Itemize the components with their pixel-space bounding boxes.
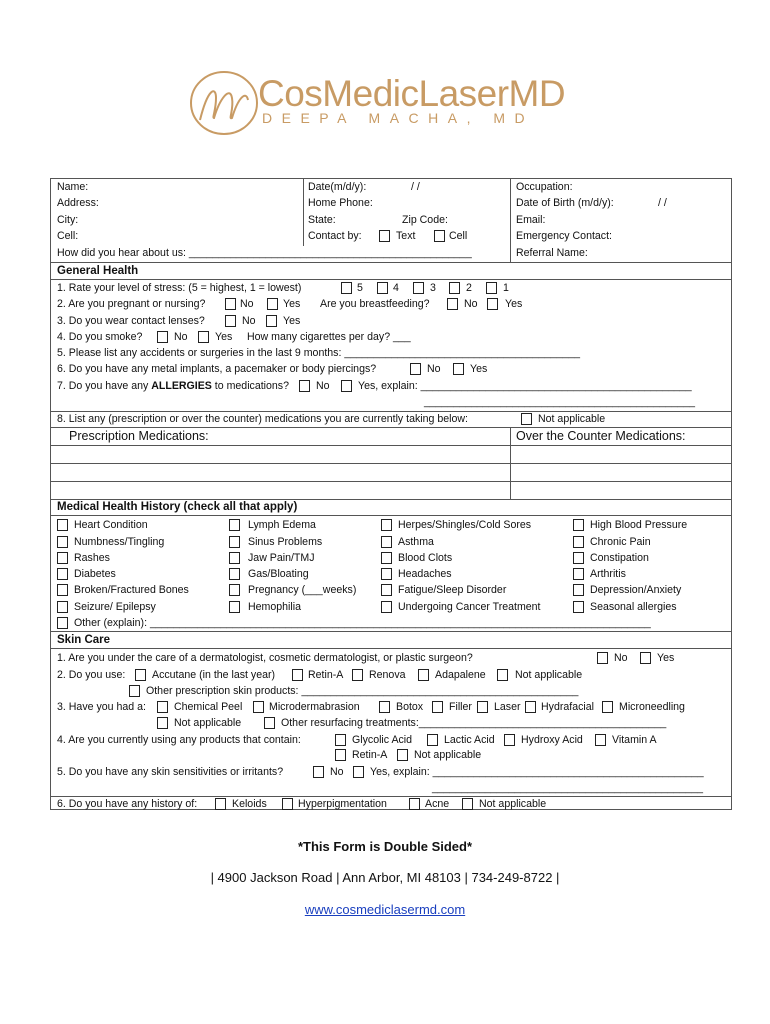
- filler-checkbox[interactable]: [432, 701, 443, 713]
- history-col4-4-checkbox[interactable]: [573, 584, 584, 596]
- history-of-na-checkbox[interactable]: [462, 798, 473, 810]
- history-col3-4-checkbox[interactable]: [381, 584, 392, 596]
- contacts-yes-checkbox[interactable]: [266, 315, 277, 327]
- sensitivities-yes-checkbox[interactable]: [353, 766, 364, 778]
- stress-5-checkbox[interactable]: [341, 282, 352, 294]
- contact-cell-checkbox[interactable]: [434, 230, 445, 242]
- microneedling-checkbox[interactable]: [602, 701, 613, 713]
- history-condition-label: Jaw Pain/TMJ: [248, 552, 315, 564]
- breastfeeding-yes-checkbox[interactable]: [487, 298, 498, 310]
- history-col1-2-checkbox[interactable]: [57, 552, 68, 564]
- cell-label: Cell:: [57, 230, 79, 242]
- medications-na-checkbox[interactable]: [521, 413, 532, 425]
- stress-1-label: 1: [503, 282, 509, 294]
- botox-checkbox[interactable]: [379, 701, 390, 713]
- history-col3-3-checkbox[interactable]: [381, 568, 392, 580]
- home-phone-label: Home Phone:: [308, 197, 373, 209]
- skin-care-title: Skin Care: [57, 634, 111, 646]
- history-col1-4-checkbox[interactable]: [57, 584, 68, 596]
- history-condition-label: Sinus Problems: [248, 536, 323, 548]
- dob-label: Date of Birth (m/d/y):: [516, 197, 614, 209]
- glycolic-label: Glycolic Acid: [352, 734, 413, 746]
- adapalene-checkbox[interactable]: [418, 669, 429, 681]
- logo-doctor: DEEPA MACHA, MD: [262, 110, 535, 126]
- botox-label: Botox: [396, 701, 424, 713]
- clinic-address: | 4900 Jackson Road | Ann Arbor, MI 48103 | 734-249-8722 |: [210, 870, 560, 885]
- stress-5-label: 5: [357, 282, 363, 294]
- accutane-label: Accutane (in the last year): [152, 669, 276, 681]
- smoke-no-checkbox[interactable]: [157, 331, 168, 343]
- use-question: 2. Do you use:: [57, 669, 126, 681]
- allergies-q-part3: to medications?: [211, 380, 290, 392]
- referral-label: Referral Name:: [516, 247, 588, 259]
- products-question: 4. Are you currently using any products that contain:: [57, 734, 301, 746]
- dermatologist-yes-label: Yes: [657, 652, 675, 664]
- history-of-na-label: Not applicable: [479, 798, 547, 810]
- history-condition-label: Undergoing Cancer Treatment: [398, 601, 541, 613]
- other-rx-checkbox[interactable]: [129, 685, 140, 697]
- sensitivities-question: 5. Do you have any skin sensitivities or irritants?: [57, 766, 284, 778]
- history-condition-label: Asthma: [398, 536, 434, 548]
- zip-label: Zip Code:: [402, 214, 448, 226]
- history-col1-1-checkbox[interactable]: [57, 536, 68, 548]
- history-other-label: Other (explain): _____________________________________________________________________________________: [74, 617, 651, 629]
- date-slashes: / /: [411, 181, 420, 193]
- keloids-checkbox[interactable]: [215, 798, 226, 810]
- history-condition-label: Depression/Anxiety: [590, 584, 682, 596]
- microderm-checkbox[interactable]: [253, 701, 264, 713]
- smoke-yes-label: Yes: [215, 331, 233, 343]
- history-col4-1-checkbox[interactable]: [573, 536, 584, 548]
- hydrafacial-label: Hydrafacial: [541, 701, 594, 713]
- pregnant-yes-label: Yes: [283, 298, 301, 310]
- history-condition-label: Headaches: [398, 568, 452, 580]
- allergies-no-checkbox[interactable]: [299, 380, 310, 392]
- filler-label: Filler: [449, 701, 472, 713]
- microneedling-label: Microneedling: [619, 701, 685, 713]
- laser-checkbox[interactable]: [477, 701, 488, 713]
- contacts-no-label: No: [242, 315, 256, 327]
- history-condition-label: High Blood Pressure: [590, 519, 688, 531]
- emergency-contact-label: Emergency Contact:: [516, 230, 612, 242]
- use-na-label: Not applicable: [515, 669, 583, 681]
- history-condition-label: Blood Clots: [398, 552, 453, 564]
- pregnant-no-checkbox[interactable]: [225, 298, 236, 310]
- renova-checkbox[interactable]: [352, 669, 363, 681]
- history-col3-2-checkbox[interactable]: [381, 552, 392, 564]
- allergies-yes-checkbox[interactable]: [341, 380, 352, 392]
- hydroxy-checkbox[interactable]: [504, 734, 515, 746]
- microderm-label: Microdermabrasion: [269, 701, 360, 713]
- history-condition-label: Herpes/Shingles/Cold Sores: [398, 519, 532, 531]
- lactic-label: Lactic Acid: [444, 734, 495, 746]
- implants-no-checkbox[interactable]: [410, 363, 421, 375]
- breastfeeding-question: Are you breastfeeding?: [320, 298, 430, 310]
- other-resurfacing-label: Other resurfacing treatments:__________________________________________: [281, 717, 667, 729]
- had-na-checkbox[interactable]: [157, 717, 168, 729]
- other-rx-label: Other prescription skin products: _______________________________________________: [146, 685, 579, 697]
- medical-history-title: Medical Health History (check all that apply): [57, 501, 298, 513]
- contact-text-checkbox[interactable]: [379, 230, 390, 242]
- accidents-question: 5. Please list any accidents or surgeries in the last 9 months: ________________________________________: [57, 347, 581, 359]
- implants-question: 6. Do you have any metal implants, a pacemaker or body piercings?: [57, 363, 377, 375]
- allergies-explain-line: ______________________________________________: [424, 396, 696, 408]
- history-condition-label: Pregnancy (___weeks): [248, 584, 357, 596]
- hear-about-label: How did you hear about us: ________________________________________________: [57, 247, 472, 259]
- address-label: Address:: [57, 197, 99, 209]
- history-condition-label: Fatigue/Sleep Disorder: [398, 584, 507, 596]
- allergies-q-part1: 7. Do you have any: [57, 380, 152, 392]
- contact-text-label: Text: [396, 230, 416, 242]
- lactic-checkbox[interactable]: [427, 734, 438, 746]
- contacts-question: 3. Do you wear contact lenses?: [57, 315, 205, 327]
- history-col4-5-checkbox[interactable]: [573, 601, 584, 613]
- products-retin-a-label: Retin-A: [352, 749, 388, 761]
- stress-4-checkbox[interactable]: [377, 282, 388, 294]
- history-condition-label: Arthritis: [590, 568, 626, 580]
- occupation-label: Occupation:: [516, 181, 573, 193]
- stress-2-label: 2: [466, 282, 472, 294]
- otc-meds-field[interactable]: [511, 446, 731, 498]
- history-col2-3-checkbox[interactable]: [229, 568, 240, 580]
- dermatologist-no-checkbox[interactable]: [597, 652, 608, 664]
- adapalene-label: Adapalene: [435, 669, 486, 681]
- pregnant-question: 2. Are you pregnant or nursing?: [57, 298, 206, 310]
- vitamin-a-label: Vitamin A: [612, 734, 657, 746]
- logo-brand: CosMedicLaserMD: [258, 73, 566, 114]
- history-col2-0-checkbox[interactable]: [229, 519, 240, 531]
- sensitivities-explain-line: ______________________________________________: [432, 782, 704, 794]
- stress-1-checkbox[interactable]: [486, 282, 497, 294]
- history-col2-5-checkbox[interactable]: [229, 601, 240, 613]
- logo-emblem: [186, 68, 262, 138]
- products-na-label: Not applicable: [414, 749, 482, 761]
- history-condition-label: Seasonal allergies: [590, 601, 677, 613]
- history-condition-label: Broken/Fractured Bones: [74, 584, 189, 596]
- history-col1-0-checkbox[interactable]: [57, 519, 68, 531]
- contacts-yes-label: Yes: [283, 315, 301, 327]
- history-condition-label: Hemophilia: [248, 601, 301, 613]
- chemical-peel-label: Chemical Peel: [174, 701, 243, 713]
- had-question: 3. Have you had a:: [57, 701, 146, 713]
- pregnant-no-label: No: [240, 298, 254, 310]
- implants-yes-label: Yes: [470, 363, 488, 375]
- stress-4-label: 4: [393, 282, 399, 294]
- smoke-question: 4. Do you smoke?: [57, 331, 143, 343]
- contact-by-label: Contact by:: [308, 230, 362, 242]
- sensitivities-yes-explain: Yes, explain: ______________________________________________: [370, 766, 704, 778]
- chemical-peel-checkbox[interactable]: [157, 701, 168, 713]
- history-condition-label: Chronic Pain: [590, 536, 651, 548]
- history-condition-label: Constipation: [590, 552, 649, 564]
- history-col1-5-checkbox[interactable]: [57, 601, 68, 613]
- history-of-question: 6. Do you have any history of:: [57, 798, 198, 810]
- stress-2-checkbox[interactable]: [449, 282, 460, 294]
- breastfeeding-no-label: No: [464, 298, 478, 310]
- history-col4-0-checkbox[interactable]: [573, 519, 584, 531]
- glycolic-checkbox[interactable]: [335, 734, 346, 746]
- allergies-q-part2: ALLERGIES: [151, 380, 212, 392]
- history-condition-label: Numbness/Tingling: [74, 536, 165, 548]
- sensitivities-no-checkbox[interactable]: [313, 766, 324, 778]
- city-label: City:: [57, 214, 79, 226]
- cigarettes-question: How many cigarettes per day? ___: [247, 331, 411, 343]
- prescription-meds-field[interactable]: [51, 446, 509, 498]
- pregnant-yes-checkbox[interactable]: [267, 298, 278, 310]
- history-col3-1-checkbox[interactable]: [381, 536, 392, 548]
- products-retin-a-checkbox[interactable]: [335, 749, 346, 761]
- breastfeeding-no-checkbox[interactable]: [447, 298, 458, 310]
- vitamin-a-checkbox[interactable]: [595, 734, 606, 746]
- history-condition-label: Seizure/ Epilepsy: [74, 601, 156, 613]
- had-na-label: Not applicable: [174, 717, 242, 729]
- hyperpigmentation-label: Hyperpigmentation: [298, 798, 387, 810]
- laser-label: Laser: [494, 701, 521, 713]
- contact-cell-label: Cell: [449, 230, 468, 242]
- history-other-checkbox[interactable]: [57, 617, 68, 629]
- keloids-label: Keloids: [232, 798, 267, 810]
- website-link[interactable]: www.cosmediclasermd.com: [304, 902, 466, 917]
- double-sided-note: *This Form is Double Sided*: [297, 839, 473, 854]
- history-col3-0-checkbox[interactable]: [381, 519, 392, 531]
- allergies-yes-explain: Yes, explain: ______________________________________________: [358, 380, 692, 392]
- history-col2-2-checkbox[interactable]: [229, 552, 240, 564]
- dermatologist-no-label: No: [614, 652, 628, 664]
- implants-yes-checkbox[interactable]: [453, 363, 464, 375]
- history-condition-label: Diabetes: [74, 568, 116, 580]
- hydrafacial-checkbox[interactable]: [525, 701, 536, 713]
- hydroxy-label: Hydroxy Acid: [521, 734, 583, 746]
- stress-3-label: 3: [430, 282, 436, 294]
- implants-no-label: No: [427, 363, 441, 375]
- retin-a-label: Retin-A: [308, 669, 344, 681]
- history-col1-3-checkbox[interactable]: [57, 568, 68, 580]
- hyperpigmentation-checkbox[interactable]: [282, 798, 293, 810]
- contacts-no-checkbox[interactable]: [225, 315, 236, 327]
- state-label: State:: [308, 214, 336, 226]
- history-condition-label: Gas/Bloating: [248, 568, 309, 580]
- history-col2-1-checkbox[interactable]: [229, 536, 240, 548]
- history-condition-label: Rashes: [74, 552, 110, 564]
- sensitivities-no-label: No: [330, 766, 344, 778]
- retin-a-checkbox[interactable]: [292, 669, 303, 681]
- prescription-meds-header: Prescription Medications:: [69, 429, 209, 443]
- acne-label: Acne: [425, 798, 450, 810]
- history-condition-label: Heart Condition: [74, 519, 148, 531]
- smoke-yes-checkbox[interactable]: [198, 331, 209, 343]
- acne-checkbox[interactable]: [409, 798, 420, 810]
- dob-slashes: / /: [658, 197, 667, 209]
- use-na-checkbox[interactable]: [497, 669, 508, 681]
- history-condition-label: Lymph Edema: [248, 519, 316, 531]
- other-resurfacing-checkbox[interactable]: [264, 717, 275, 729]
- stress-question: 1. Rate your level of stress: (5 = highest, 1 = lowest): [57, 282, 302, 294]
- stress-3-checkbox[interactable]: [413, 282, 424, 294]
- dermatologist-question: 1. Are you under the care of a dermatologist, cosmetic dermatologist, or plastic surgeon?: [57, 652, 473, 664]
- otc-meds-header: Over the Counter Medications:: [516, 429, 686, 443]
- allergies-no-label: No: [316, 380, 330, 392]
- history-col2-4-checkbox[interactable]: [229, 584, 240, 596]
- renova-label: Renova: [369, 669, 406, 681]
- date-label: Date(m/d/y):: [308, 181, 367, 193]
- allergies-question: [57, 380, 289, 393]
- name-label: Name:: [57, 181, 89, 193]
- smoke-no-label: No: [174, 331, 188, 343]
- email-label: Email:: [516, 214, 546, 226]
- general-health-title: General Health: [57, 265, 139, 277]
- medications-na-label: Not applicable: [538, 413, 606, 425]
- history-col4-2-checkbox[interactable]: [573, 552, 584, 564]
- medications-question: 8. List any (prescription or over the counter) medications you are currently taking below:: [57, 413, 468, 425]
- history-col3-5-checkbox[interactable]: [381, 601, 392, 613]
- history-col4-3-checkbox[interactable]: [573, 568, 584, 580]
- accutane-checkbox[interactable]: [135, 669, 146, 681]
- breastfeeding-yes-label: Yes: [505, 298, 523, 310]
- dermatologist-yes-checkbox[interactable]: [640, 652, 651, 664]
- products-na-checkbox[interactable]: [397, 749, 408, 761]
